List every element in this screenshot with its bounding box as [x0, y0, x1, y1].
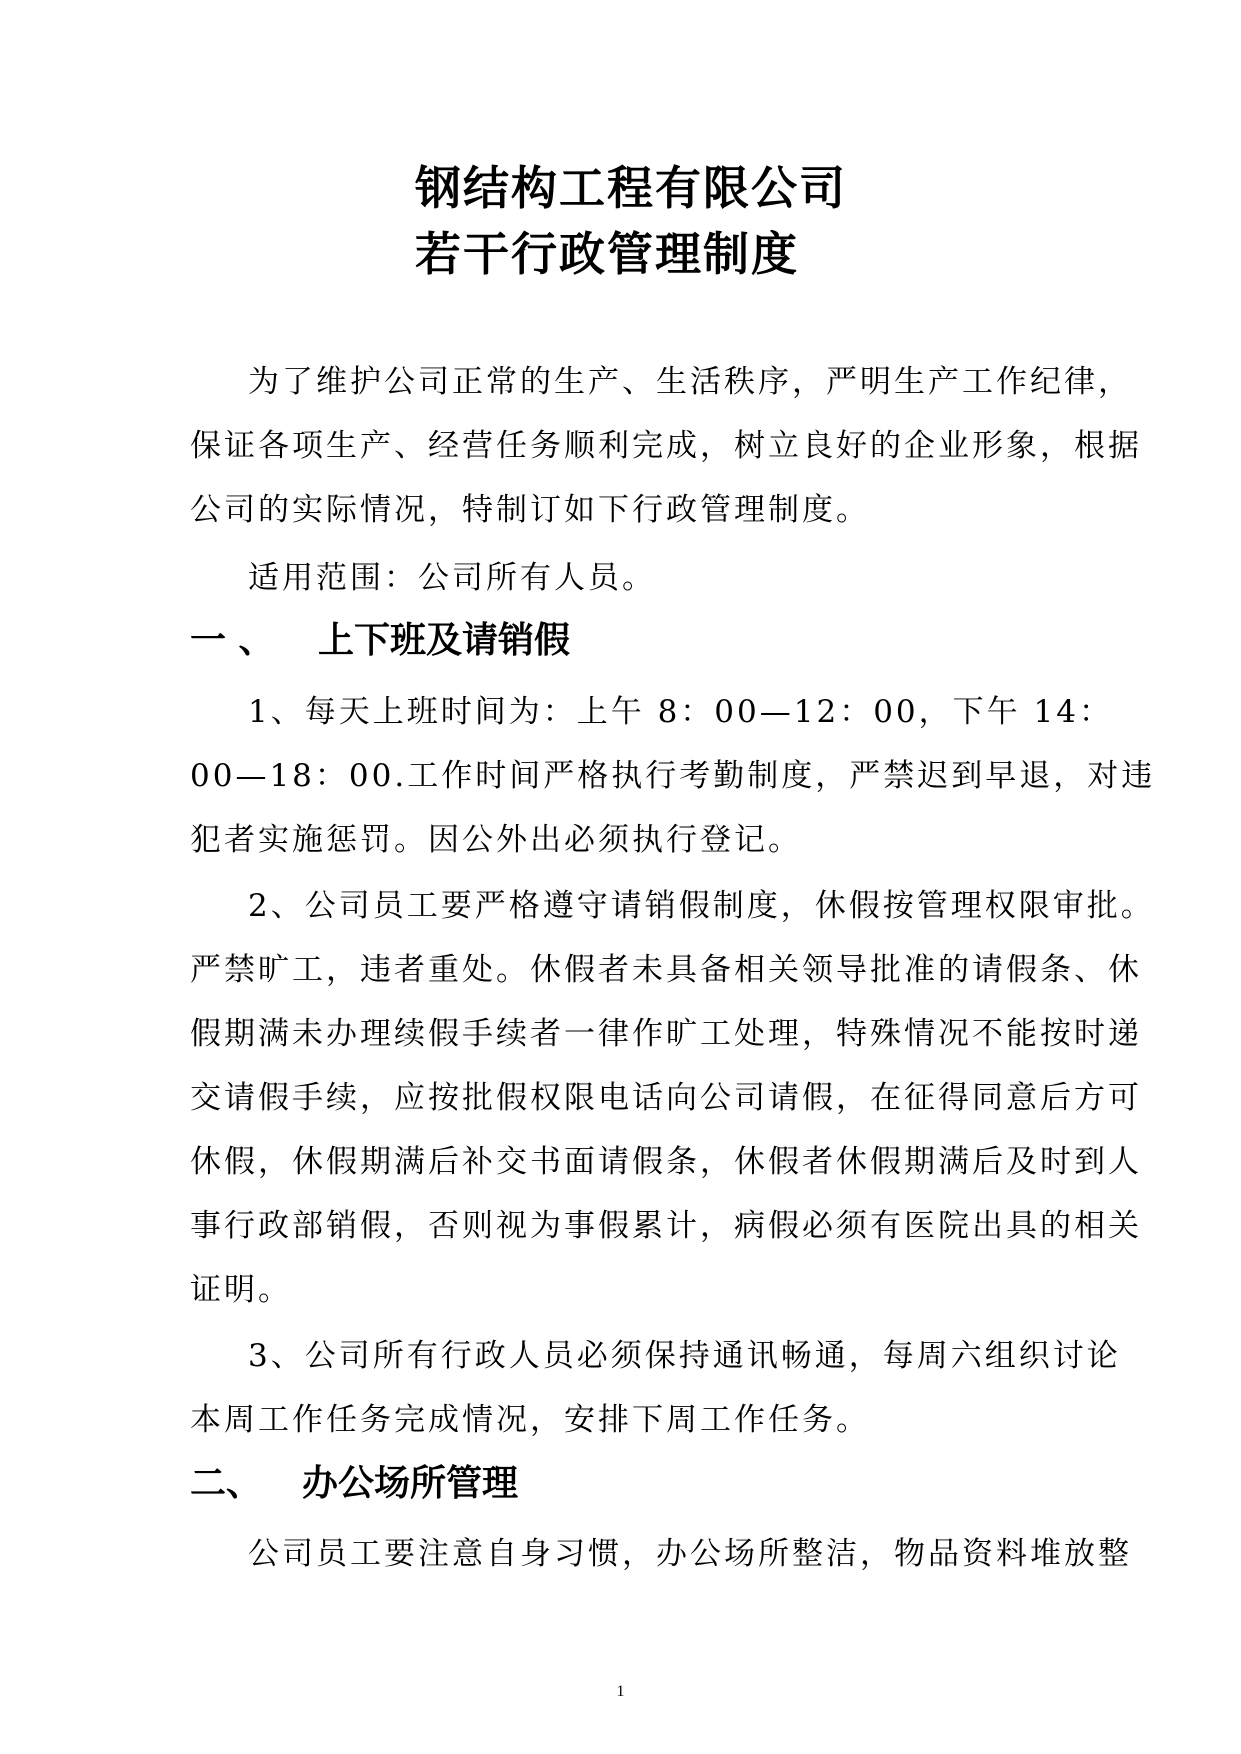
paragraph-line: 2、公司员工要严格遵守请销假制度，休假按管理权限审批。	[248, 888, 1155, 924]
document-title-subject: 若干行政管理制度	[415, 227, 799, 281]
section-heading-attendance	[190, 612, 570, 663]
section-title: 上下班及请销假	[318, 620, 571, 661]
section-title: 办公场所管理	[302, 1463, 519, 1504]
paragraph-line: 严禁旷工，违者重处。休假者未具备相关领导批准的请假条、休	[190, 952, 1142, 988]
intro-paragraph-line: 公司的实际情况，特制订如下行政管理制度。	[190, 492, 870, 528]
section-number: 二、	[190, 1463, 263, 1504]
intro-paragraph-line: 为了维护公司正常的生产、生活秩序，严明生产工作纪律，	[248, 364, 1132, 400]
paragraph-line: 本周工作任务完成情况，安排下周工作任务。	[190, 1402, 870, 1438]
paragraph-line: 交请假手续，应按批假权限电话向公司请假，在征得同意后方可	[190, 1080, 1142, 1116]
paragraph-line: 假期满未办理续假手续者一律作旷工处理，特殊情况不能按时递	[190, 1016, 1142, 1052]
document-title-company: 钢结构工程有限公司	[415, 161, 847, 215]
section-number: 一 、	[190, 620, 275, 661]
section-heading-office	[190, 1455, 518, 1506]
paragraph-line: 3、公司所有行政人员必须保持通讯畅通，每周六组织讨论	[248, 1338, 1121, 1374]
page-number: 1	[616, 1683, 625, 1700]
paragraph-line: 犯者实施惩罚。因公外出必须执行登记。	[190, 822, 802, 858]
paragraph-line: 公司员工要注意自身习惯，办公场所整洁，物品资料堆放整	[248, 1536, 1132, 1572]
paragraph-line: 证明。	[190, 1272, 292, 1308]
intro-paragraph-line: 保证各项生产、经营任务顺利完成，树立良好的企业形象，根据	[190, 428, 1142, 464]
paragraph-line: 休假，休假期满后补交书面请假条，休假者休假期满后及时到人	[190, 1144, 1142, 1180]
scope-statement: 适用范围：公司所有人员。	[248, 560, 656, 596]
paragraph-line: 事行政部销假，否则视为事假累计，病假必须有医院出具的相关	[190, 1208, 1142, 1244]
paragraph-line: 1、每天上班时间为：上午 8：00—12：00，下午 14：	[248, 694, 1113, 730]
paragraph-line: 00—18：00.工作时间严格执行考勤制度，严禁迟到早退，对违	[190, 758, 1156, 794]
